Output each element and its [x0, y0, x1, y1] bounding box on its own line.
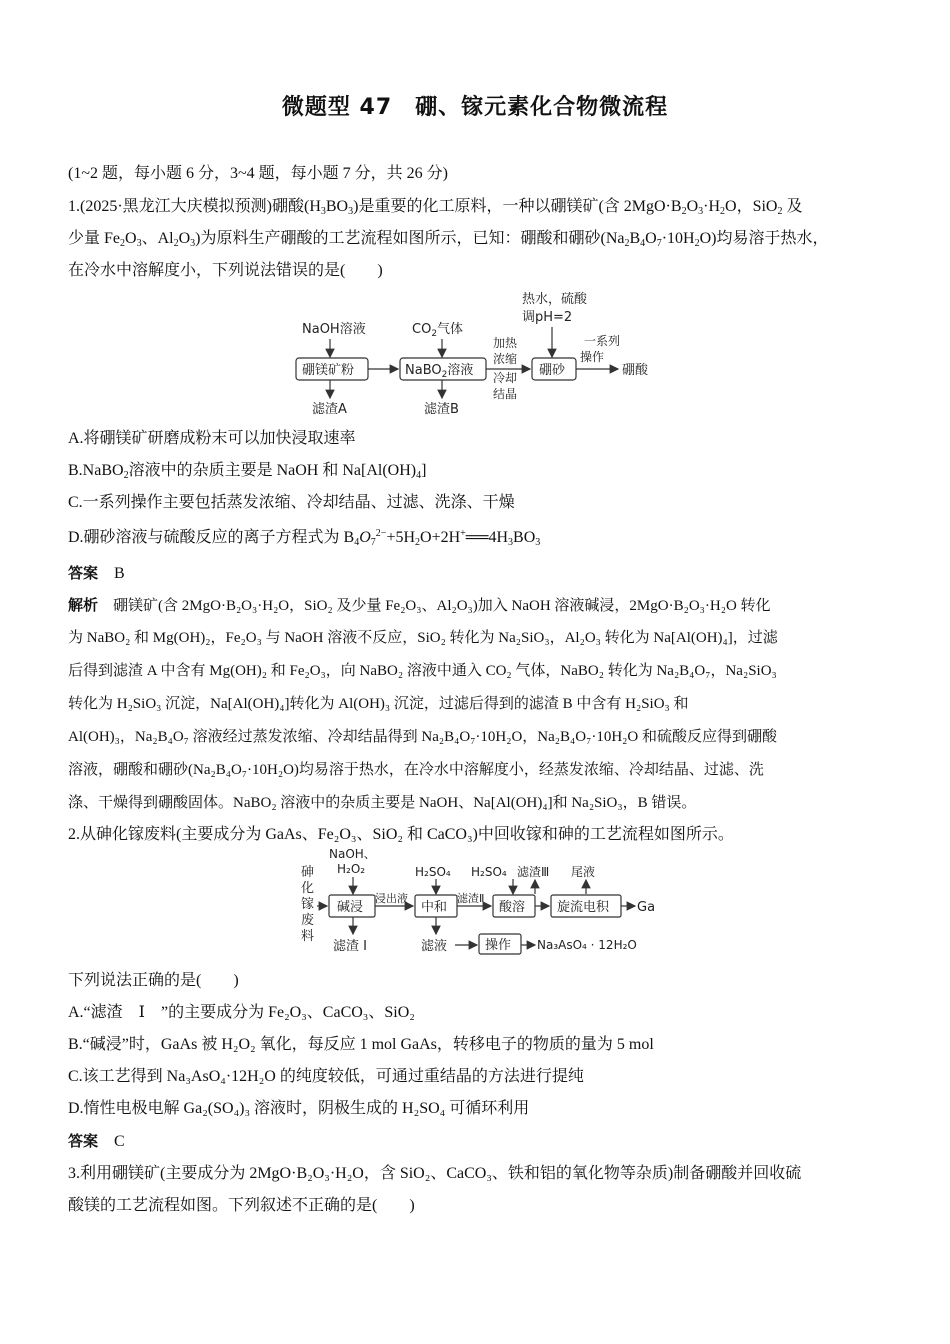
q1-stem-line3: 在冷水中溶解度小，下列说法错误的是( ): [68, 262, 383, 279]
q1-analysis-line1: 解析 硼镁矿(含 2MgO·B₂O₃·H₂O，SiO₂ 及少量 Fe₂O₃、Al₂O₃)加入 NaOH 溶液碱浸，2MgO·B₂O₃·H₂O 转化: [68, 596, 771, 614]
q2-arrow-residue2: 滤渣Ⅱ: [457, 892, 485, 905]
svg-text:碱浸: 碱浸: [337, 900, 364, 915]
q1-stem-line1: 1.(2025·黑龙江大庆模拟预测)硼酸$(H_3BO_3)$是重要的化工原料，一种以硼镁矿(含 $2MgO\cdot B_2O_3\cdot H_2O$，SiO$_2$ 及: [68, 198, 803, 217]
q2-filtrate: 滤液: [421, 939, 448, 954]
svg-text:结晶: 结晶: [493, 387, 518, 401]
q1-answer: 答案 B: [68, 564, 125, 582]
q2-answer: 答案 C: [68, 1132, 125, 1150]
q2-arrow-leachate: 浸出液: [375, 892, 408, 905]
svg-text:硼砂: 硼砂: [539, 363, 566, 378]
q1-analysis-line5: Al(OH)₃，Na₂B₄O₇ 溶液经过蒸发浓缩、冷却结晶得到 Na₂B₄O₇·10H₂O，Na₂B₄O₇·10H₂O 和硫酸反应得到硼酸: [68, 729, 777, 745]
q1-option-c: C.一系列操作主要包括蒸发浓缩、冷却结晶、过滤、洗涤、干燥: [68, 494, 515, 511]
q1-option-b: B.NaBO$_2$溶液中的杂质主要是 NaOH 和 $Na[Al(OH)_4]$: [68, 462, 427, 481]
q1-top-naoh: NaOH溶液: [302, 322, 366, 337]
page-title: 微题型 47 硼、镓元素化合物微流程: [281, 95, 669, 120]
q1-analysis-line3: 后得到滤渣 A 中含有 Mg(OH)₂ 和 Fe₂O₃，向 NaBO₂ 溶液中通入 CO₂ 气体，NaBO₂ 转化为 Na₂B₄O₇，Na₂SiO₃: [68, 663, 777, 679]
q2-residue-1: 滤渣 Ⅰ: [333, 939, 367, 954]
q2-top-h2so4-1: H₂SO₄: [415, 865, 451, 879]
svg-text:硼镁矿粉: 硼镁矿粉: [302, 363, 355, 378]
q1-analysis-line2: 为 NaBO₂ 和 Mg(OH)₂，Fe₂O₃ 与 NaOH 溶液不反应，SiO₂ 转化为 Na₂SiO₃，Al₂O₃ 转化为 Na[Al(OH)₄]，过滤: [68, 630, 778, 646]
svg-text:冷却: 冷却: [493, 371, 518, 385]
q1-residue-a: 滤渣A: [312, 402, 347, 417]
q2-option-d: D.惰性电极电解 Ga₂(SO₄)₃ 溶液时，阴极生成的 H₂SO₄ 可循环利用: [68, 1100, 530, 1117]
q3-stem-line1: 3.利用硼镁矿(主要成分为 2MgO·B₂O₃·H₂O，含 SiO₂、CaCO₃、铁和铝的氧化物等杂质)制备硼酸并回收硫: [68, 1165, 802, 1182]
q2-product: Na₃AsO₄ · 12H₂O: [537, 938, 637, 952]
q2-top-residue3: 滤渣Ⅲ: [517, 865, 550, 879]
q3-stem-line2: 酸镁的工艺流程如图。下列叙述不正确的是( ): [68, 1197, 415, 1214]
q2-side-4: 废: [301, 913, 315, 928]
q2-question: 下列说法正确的是( ): [68, 972, 239, 989]
q1-analysis-line4: 转化为 H₂SiO₃ 沉淀，Na[Al(OH)₄]转化为 Al(OH)₃ 沉淀，过滤后得到的滤渣 B 中含有 H₂SiO₃ 和: [68, 696, 689, 712]
q1-option-d: D.硼砂溶液与硫酸反应的离子方程式为 $B_4O_7^{2-}+5H_2O+2H^+══4H_3BO_3$: [68, 528, 541, 548]
q2-flow-diagram: [295, 846, 665, 958]
q2-top-h2so4-2: H₂SO₄: [471, 865, 507, 879]
q1-stem-line2: 少量 $Fe_2O_3$、$Al_2O_3$)为原料生产硼酸的工艺流程如图所示，已知：硼酸和硼砂$(Na_2B_4O_7\cdot 10H_2O)$均易溶于热水，: [68, 230, 829, 249]
q2-stem: 2.从砷化镓废料(主要成分为 GaAs、Fe₂O₃、SiO₂ 和 CaCO₃)中回收镓和砷的工艺流程如图所示。: [68, 826, 734, 843]
q1-analysis-line7: 涤、干燥得到硼酸固体。NaBO₂ 溶液中的杂质主要是 NaOH、Na[Al(OH)₄]和 Na₂SiO₃，B 错误。: [68, 795, 697, 811]
svg-text:操作: 操作: [580, 350, 605, 364]
q1-end-boricacid: 硼酸: [622, 363, 649, 378]
q2-option-b: B.“碱浸”时，GaAs 被 H₂O₂ 氧化，每反应 1 mol GaAs，转移电子的物质的量为 5 mol: [68, 1036, 654, 1053]
svg-text:浓缩: 浓缩: [493, 352, 518, 366]
q1-top-hotwater: 热水，硫酸: [522, 292, 588, 307]
svg-text:NaBO2溶液: NaBO$_2$溶液: [405, 363, 474, 380]
q2-side-3: 镓: [301, 897, 315, 912]
q1-flow-diagram: [290, 285, 670, 420]
q2-top-h2o2: H₂O₂: [337, 862, 366, 876]
svg-text:中和: 中和: [421, 900, 448, 915]
q2-top-tail: 尾液: [571, 865, 596, 879]
score-intro: (1~2 题，每小题 6 分，3~4 题，每小题 7 分，共 26 分): [68, 165, 448, 182]
svg-text:旋流电积: 旋流电积: [557, 900, 610, 915]
q1-residue-b: 滤渣B: [424, 402, 459, 417]
q1-analysis-line6: 溶液，硼酸和硼砂(Na₂B₄O₇·10H₂O)均易溶于热水，在冷水中溶解度小，经蒸发浓缩、冷却结晶、过滤、洗: [68, 762, 764, 778]
q1-option-a: A.将硼镁矿研磨成粉末可以加快浸取速率: [68, 430, 356, 447]
svg-text:酸溶: 酸溶: [499, 900, 526, 915]
q2-side-5: 料: [301, 929, 315, 944]
q1-arrow-heat: 加热: [493, 336, 518, 350]
svg-text:操作: 操作: [485, 938, 512, 953]
q1-top-ph: 调pH=2: [522, 310, 573, 325]
q2-side-2: 化: [301, 881, 315, 896]
q2-side-1: 砷: [301, 865, 315, 880]
q2-end-ga: Ga: [637, 900, 656, 915]
q1-arrow-ops: 一系列: [584, 334, 621, 348]
q2-top-naoh: NaOH、: [329, 847, 376, 861]
q1-top-co2: $CO_2$气体: [412, 322, 464, 339]
q2-option-c: C.该工艺得到 Na₃AsO₄·12H₂O 的纯度较低，可通过重结晶的方法进行提纯: [68, 1068, 584, 1085]
q2-option-a: A.“滤渣 Ⅰ ”的主要成分为 Fe₂O₃、CaCO₃、SiO₂: [68, 1004, 415, 1021]
